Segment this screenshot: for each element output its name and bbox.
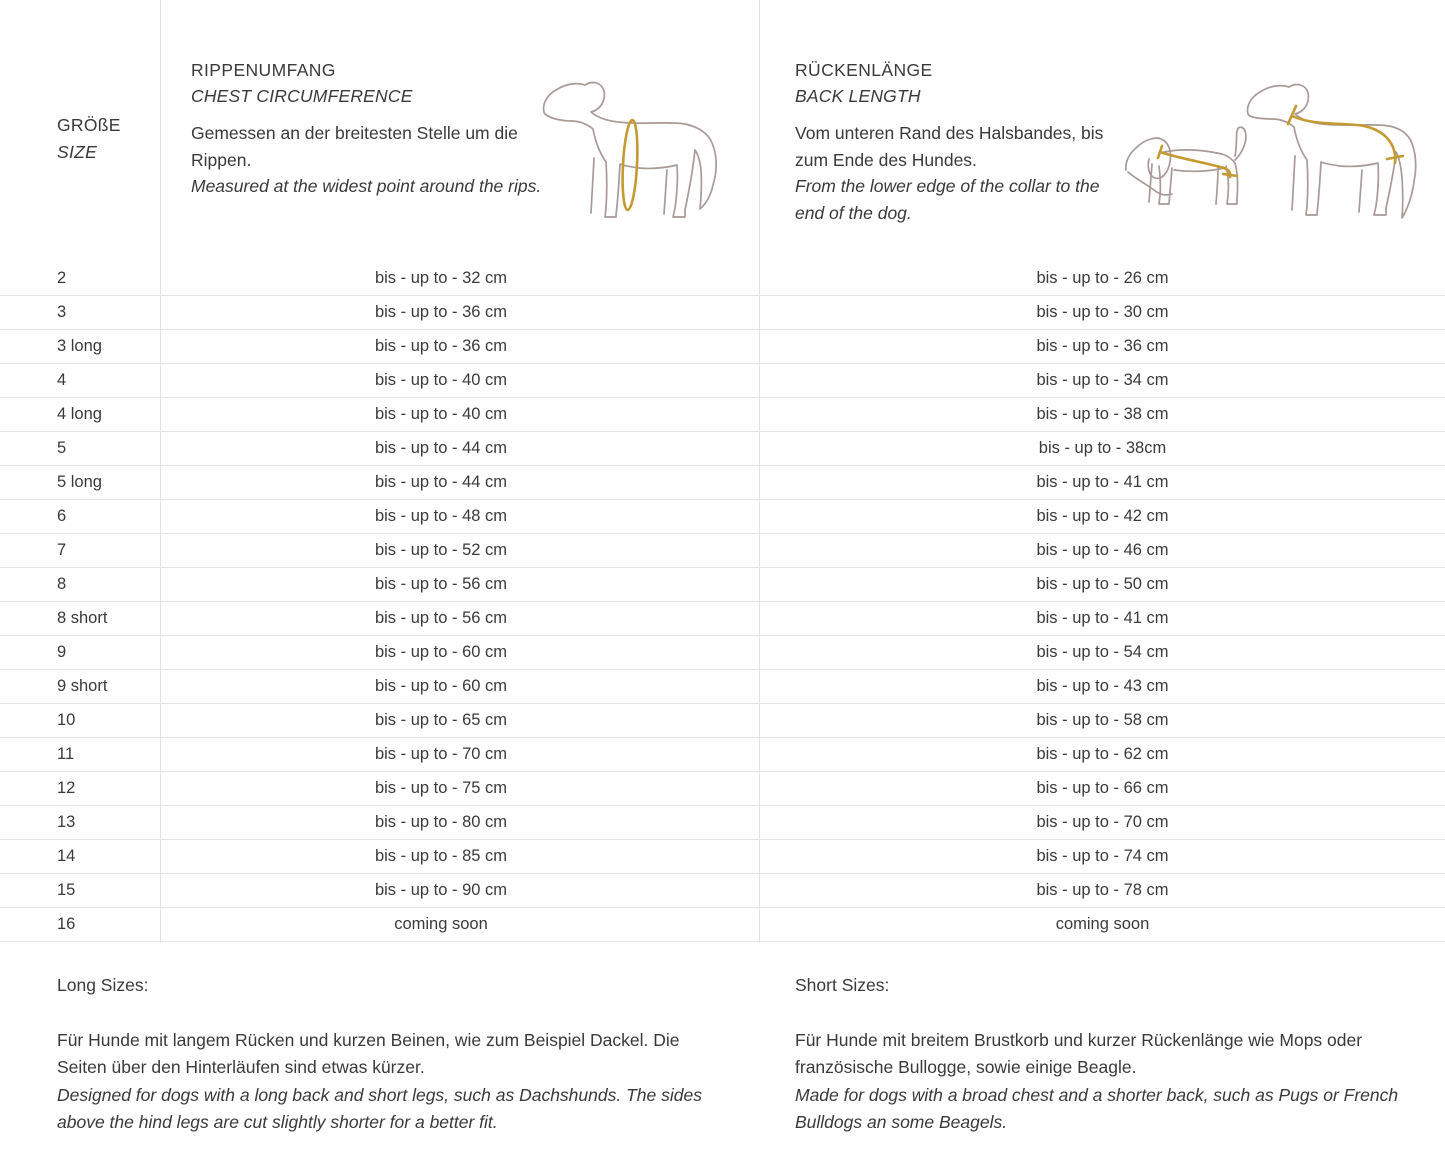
size-cell: 14	[57, 847, 76, 865]
size-cell: 3 long	[57, 337, 102, 355]
size-cell: 7	[57, 541, 67, 559]
size-cell: 5	[57, 439, 67, 457]
size-cell: 9	[57, 643, 67, 661]
chest-cell: bis - up to - 56 cm	[374, 609, 508, 627]
table-row	[0, 602, 1445, 636]
size-cell: 15	[57, 881, 76, 899]
table-row	[0, 772, 1445, 806]
size-cell: 10	[57, 711, 76, 729]
chest-cell: bis - up to - 60 cm	[374, 643, 508, 661]
back-title-de: RÜCKENLÄNGE	[795, 60, 933, 80]
back-cell: bis - up to - 54 cm	[1036, 643, 1169, 661]
back-title-en: BACK LENGTH	[795, 86, 921, 106]
size-cell: 4	[57, 371, 67, 389]
chest-cell: bis - up to - 32 cm	[374, 269, 508, 287]
table-row	[0, 364, 1445, 398]
back-cell: bis - up to - 26 cm	[1036, 269, 1169, 287]
back-cell: bis - up to - 38 cm	[1036, 405, 1169, 423]
table-row	[0, 806, 1445, 840]
short-sizes-note	[795, 972, 1420, 1137]
size-cell: 8 short	[57, 609, 108, 627]
back-cell: bis - up to - 30 cm	[1036, 303, 1169, 321]
size-table	[0, 262, 1445, 942]
back-cell: bis - up to - 34 cm	[1036, 371, 1169, 389]
chest-cell: bis - up to - 52 cm	[374, 541, 508, 559]
back-cell: bis - up to - 38cm	[1038, 439, 1167, 457]
size-cell: 2	[57, 269, 67, 287]
size-cell: 8	[57, 575, 67, 593]
size-cell: 12	[57, 779, 76, 797]
table-row	[0, 398, 1445, 432]
short-sizes-text-en: Made for dogs with a broad chest and a shorter back, such as Pugs or French Bulldogs an some Beagels.	[795, 1084, 1399, 1132]
chest-cell: bis - up to - 48 cm	[374, 507, 508, 525]
short-sizes-text-de: Für Hunde mit breitem Brustkorb und kurzer Rückenlänge wie Mops oder französische Bullogge, sowie einige Beagle.	[795, 1029, 1363, 1077]
chest-title-en: CHEST CIRCUMFERENCE	[191, 86, 413, 106]
table-row	[0, 704, 1445, 738]
table-row	[0, 296, 1445, 330]
back-cell: bis - up to - 62 cm	[1036, 745, 1169, 763]
chest-cell: bis - up to - 75 cm	[374, 779, 508, 797]
chest-cell: coming soon	[394, 915, 488, 933]
table-row	[0, 636, 1445, 670]
table-row	[0, 534, 1445, 568]
back-cell: bis - up to - 58 cm	[1036, 711, 1169, 729]
chest-desc-de: Gemessen an der breitesten Stelle um die Rippen.	[191, 123, 518, 170]
back-cell: bis - up to - 66 cm	[1036, 779, 1169, 797]
short-sizes-heading: Short Sizes:	[795, 975, 890, 995]
back-cell: bis - up to - 36 cm	[1036, 337, 1169, 355]
long-sizes-text-de: Für Hunde mit langem Rücken und kurzen Beinen, wie zum Beispiel Dackel. Die Seiten über den Hinterläufen sind etwas kürzer.	[57, 1029, 680, 1077]
chest-cell: bis - up to - 36 cm	[374, 337, 508, 355]
chest-cell: bis - up to - 85 cm	[374, 847, 508, 865]
back-column-header	[795, 57, 1125, 226]
size-cell: 6	[57, 507, 67, 525]
chest-cell: bis - up to - 70 cm	[374, 745, 508, 763]
chest-measure-dog-icon	[536, 58, 743, 235]
back-cell: bis - up to - 50 cm	[1036, 575, 1169, 593]
size-title-en: SIZE	[57, 142, 98, 162]
back-measure-dogs-icon	[1116, 52, 1444, 241]
size-cell: 16	[57, 915, 76, 933]
table-row	[0, 262, 1445, 296]
back-cell: coming soon	[1055, 915, 1150, 933]
table-row	[0, 670, 1445, 704]
table-row	[0, 874, 1445, 908]
chest-cell: bis - up to - 56 cm	[374, 575, 508, 593]
back-cell: bis - up to - 46 cm	[1036, 541, 1169, 559]
chest-desc-en: Measured at the widest point around the rips.	[191, 176, 542, 196]
chest-cell: bis - up to - 44 cm	[374, 473, 508, 491]
back-cell: bis - up to - 41 cm	[1036, 609, 1169, 627]
long-sizes-text-en: Designed for dogs with a long back and short legs, such as Dachshunds. The sides above the hind legs are cut slightly shorter for a better fit.	[57, 1084, 702, 1132]
table-row	[0, 738, 1445, 772]
table-row	[0, 432, 1445, 466]
chest-cell: bis - up to - 40 cm	[374, 405, 508, 423]
table-row	[0, 330, 1445, 364]
back-cell: bis - up to - 41 cm	[1036, 473, 1169, 491]
size-cell: 11	[57, 745, 75, 763]
chest-cell: bis - up to - 60 cm	[374, 677, 508, 695]
table-row	[0, 908, 1445, 942]
table-row	[0, 466, 1445, 500]
size-column-header	[57, 112, 121, 166]
chest-title-de: RIPPENUMFANG	[191, 60, 336, 80]
chest-cell: bis - up to - 80 cm	[374, 813, 508, 831]
chest-cell: bis - up to - 65 cm	[374, 711, 508, 729]
back-cell: bis - up to - 42 cm	[1036, 507, 1169, 525]
size-cell: 13	[57, 813, 76, 831]
table-row	[0, 500, 1445, 534]
chest-column-header	[191, 57, 543, 200]
chest-cell: bis - up to - 40 cm	[374, 371, 508, 389]
long-sizes-note	[57, 972, 722, 1137]
size-cell: 3	[57, 303, 67, 321]
table-row	[0, 568, 1445, 602]
chest-cell: bis - up to - 90 cm	[374, 881, 508, 899]
back-cell: bis - up to - 78 cm	[1036, 881, 1169, 899]
table-row	[0, 840, 1445, 874]
back-cell: bis - up to - 70 cm	[1036, 813, 1169, 831]
size-cell: 4 long	[57, 405, 102, 423]
long-sizes-heading: Long Sizes:	[57, 975, 149, 995]
size-cell: 5 long	[57, 473, 102, 491]
back-desc-en: From the lower edge of the collar to the end of the dog.	[795, 176, 1100, 223]
size-cell: 9 short	[57, 677, 108, 695]
size-title-de: GRÖßE	[57, 115, 121, 135]
back-cell: bis - up to - 43 cm	[1036, 677, 1169, 695]
back-desc-de: Vom unteren Rand des Halsbandes, bis zum Ende des Hundes.	[795, 123, 1104, 170]
chest-cell: bis - up to - 36 cm	[374, 303, 508, 321]
chest-cell: bis - up to - 44 cm	[374, 439, 508, 457]
back-cell: bis - up to - 74 cm	[1036, 847, 1169, 865]
